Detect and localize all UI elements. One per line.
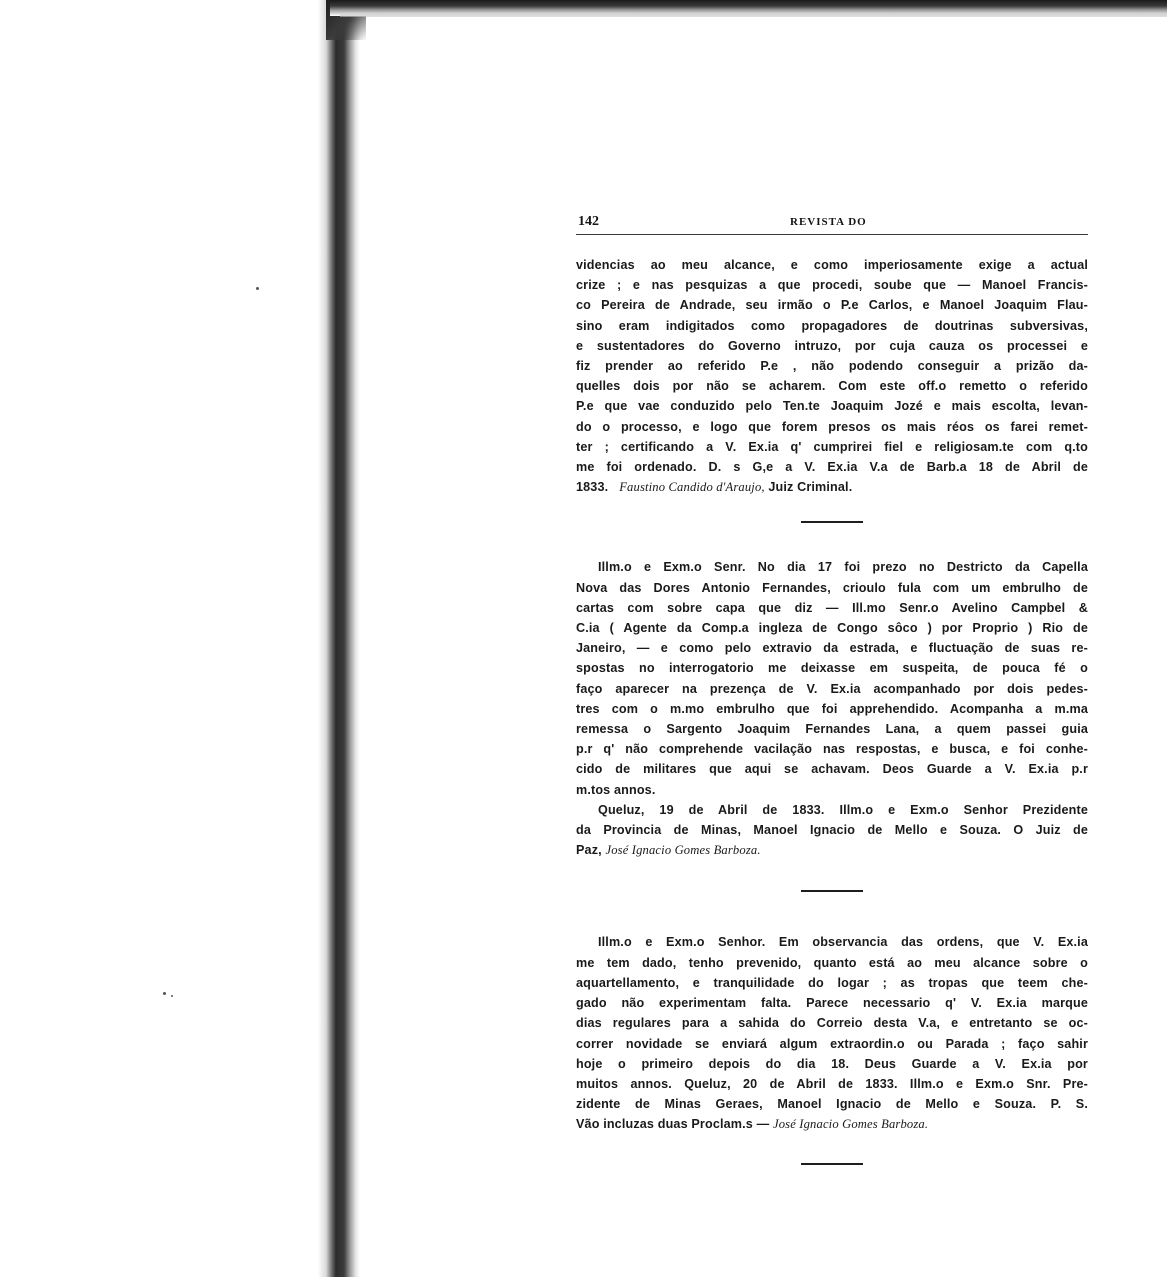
section-divider	[801, 521, 863, 523]
text-line: dias regulares para a sahida do Correio desta V.a, e entretanto se oc-	[576, 1016, 1088, 1031]
scan-speck	[256, 287, 259, 290]
text-line: quelles dois por não se acharem. Com este off.o remetto o referido	[576, 379, 1088, 394]
page-number: 142	[578, 214, 599, 229]
text-line: faço aparecer na prezença de V. Ex.ia acompanhado por dois pedes-	[576, 681, 1088, 696]
text-line: aquartellamento, e tranquilidade do logar ; as tropas que teem che-	[576, 975, 1088, 990]
book-gutter-shadow	[0, 0, 360, 1277]
signatory-title: Juiz Criminal.	[768, 480, 853, 495]
text-line: e sustentadores do Governo intruzo, por cuja cauza os processei e	[576, 338, 1088, 353]
text-line-last	[576, 477, 1088, 497]
text-line: hoje o primeiro depois do dia 18. Deus Guarde a V. Ex.ia por	[576, 1056, 1088, 1071]
section-divider	[801, 890, 863, 892]
text-line: videncias ao meu alcance, e como imperiosamente exige a actual	[576, 258, 1088, 272]
letter-3	[576, 932, 1088, 1134]
text-line: tres com o m.mo embrulho que foi apprehendido. Acompanha a m.ma	[576, 701, 1088, 716]
text-line: zidente de Minas Geraes, Manoel Ignacio de Mello e Souza. P. S.	[576, 1097, 1088, 1112]
text-line: P.e que vae conduzido pelo Ten.te Joaquim Jozé e mais escolta, levan-	[576, 399, 1088, 414]
text-line: me foi ordenado. D. s G,e a V. Ex.ia V.a de Barb.a 18 de Abril de	[576, 460, 1088, 475]
text-line: Illm.o e Exm.o Senr. No dia 17 foi prezo no Destricto da Capella	[598, 560, 1088, 575]
text-line: ter ; certificando a V. Ex.ia q' cumprirei fiel e religiosam.te com q.to	[576, 439, 1088, 454]
text-line: cartas com sobre capa que diz — Ill.mo Senr.o Avelino Campbel &	[576, 600, 1088, 615]
page-text-block	[576, 212, 1088, 1165]
date-year: 1833.	[576, 480, 609, 495]
text-line: spostas no interrogatorio me deixasse em suspeita, de pouca fé o	[576, 661, 1088, 676]
text-line: p.r q' não comprehende vacilação nas respostas, e busca, e foi conhe-	[576, 742, 1088, 757]
text-line: gado não experimentam falta. Parece necessario q' V. Ex.ia marque	[576, 996, 1088, 1011]
signatory-title: Paz,	[576, 843, 602, 858]
text-line: Nova das Dores Antonio Fernandes, crioulo fula com um embrulho de	[576, 580, 1088, 595]
signature: José Ignacio Gomes Barboza.	[605, 843, 761, 858]
text-line: remessa o Sargento Joaquim Fernandes Lana, a quem passei guia	[576, 722, 1088, 737]
signature: José Ignacio Gomes Barboza.	[772, 1117, 929, 1132]
text-line: me tem dado, tenho prevenido, quanto está ao meu alcance sobre o	[576, 955, 1088, 970]
running-header	[576, 212, 1088, 235]
running-title: REVISTA DO	[790, 216, 867, 228]
letter-2	[576, 557, 1088, 860]
scan-top-border-fade	[340, 14, 1167, 17]
postscript: Vão incluzas duas Proclam.s —	[576, 1117, 770, 1132]
text-line-last	[576, 1114, 1088, 1134]
text-line: do o processo, e logo que forem presos os mais réos os farei remet-	[576, 419, 1088, 434]
text-line: Illm.o e Exm.o Senhor. Em observancia das ordens, que V. Ex.ia	[598, 935, 1088, 950]
text-line: sino eram indigitados como propagadores de doutrinas subversivas,	[576, 318, 1088, 333]
scan-speck	[171, 995, 173, 997]
section-divider	[801, 1163, 863, 1165]
text-line-last	[576, 840, 1088, 860]
signature: Faustino Candido d'Araujo,	[619, 480, 765, 495]
scan-speck	[163, 992, 166, 995]
text-line: C.ia ( Agente da Comp.a ingleza de Congo sôco ) por Proprio ) Rio de	[576, 621, 1088, 636]
text-line: m.tos annos.	[576, 782, 656, 797]
text-line: Janeiro, — e como pelo extravio da estrada, e fluctuação de suas re-	[576, 641, 1088, 656]
text-line: co Pereira de Andrade, seu irmão o P.e Carlos, e Manoel Joaquim Flau-	[576, 298, 1088, 313]
text-line: cido de militares que aqui se achavam. Deos Guarde a V. Ex.ia p.r	[576, 762, 1088, 777]
dateline: da Provincia de Minas, Manoel Ignacio de Mello e Souza. O Juiz de	[576, 823, 1088, 838]
dateline: Queluz, 19 de Abril de 1833. Illm.o e Exm.o Senhor Prezidente	[598, 802, 1088, 817]
letter-1	[576, 255, 1088, 497]
text-line: crize ; e nas pesquizas a que procedi, soube que — Manoel Francis-	[576, 278, 1088, 293]
text-line: muitos annos. Queluz, 20 de Abril de 1833. Illm.o e Exm.o Snr. Pre-	[576, 1076, 1088, 1091]
text-line: correr novidade se enviará algum extraordin.o ou Parada ; faço sahir	[576, 1036, 1088, 1051]
text-line: fiz prender ao referido P.e , não podendo conseguir a prizão da-	[576, 359, 1088, 374]
